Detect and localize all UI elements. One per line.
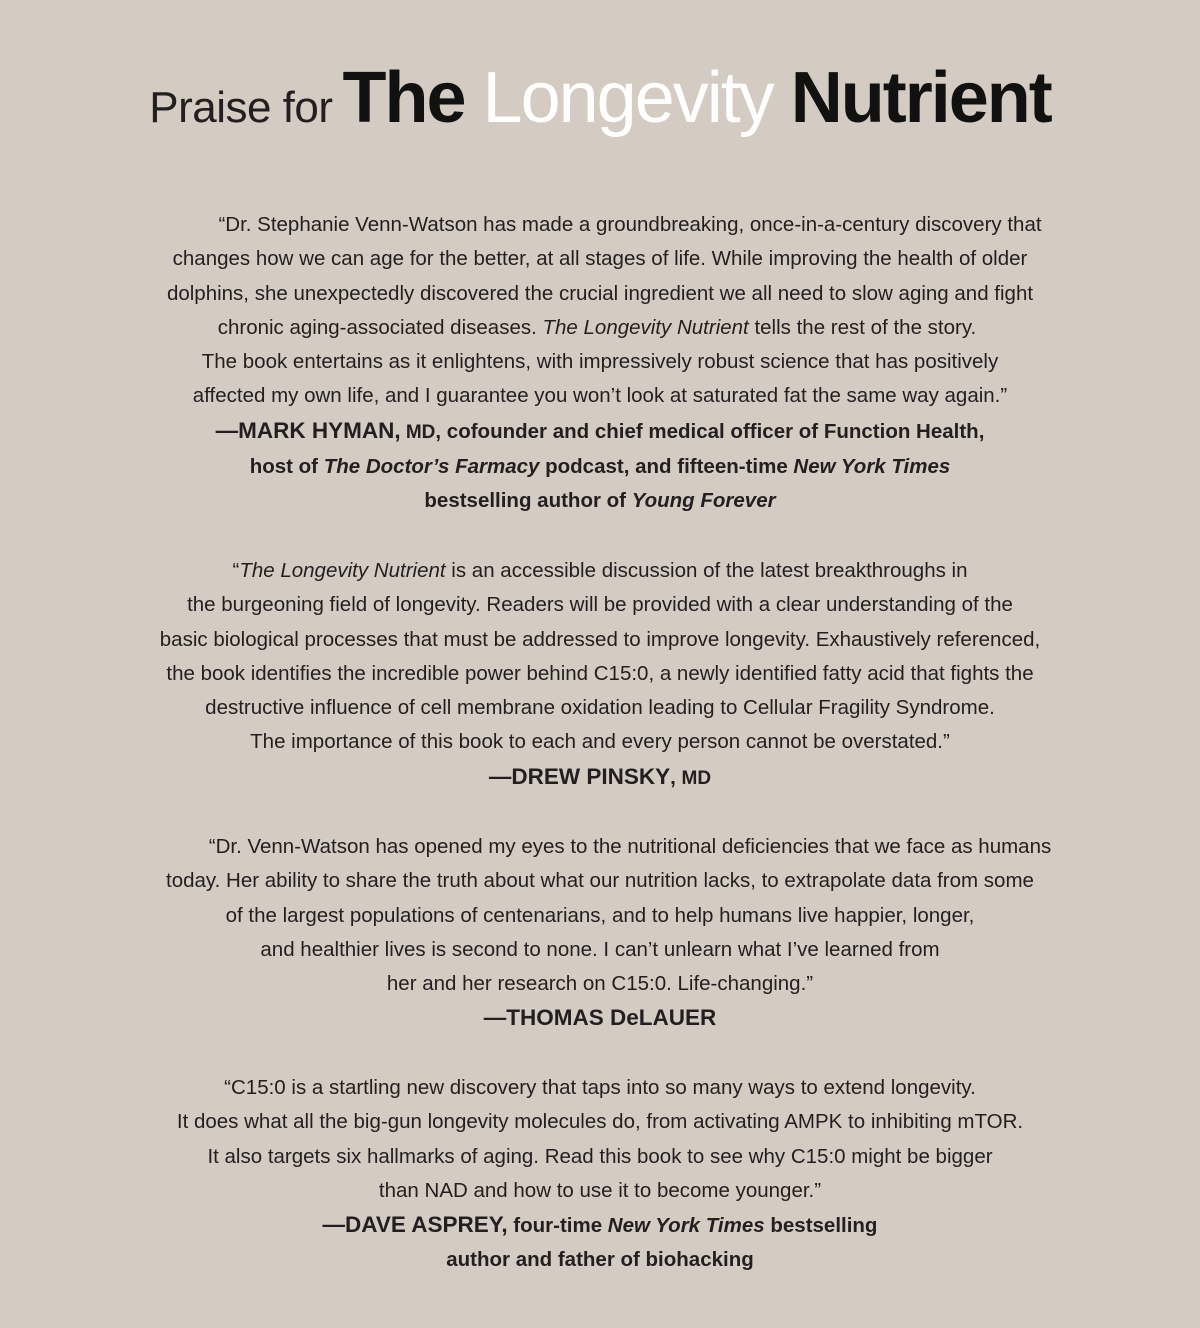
attribution — [100, 414, 1100, 450]
attribution — [100, 1208, 1100, 1243]
quote-line: today. Her ability to share the truth about what our nutrition lacks, to extrapolate data from some — [166, 869, 1034, 893]
page-title — [0, 58, 1200, 138]
quote-text: tells the rest of the story. — [748, 315, 977, 339]
attribution-name: —DREW PINSKY — [488, 763, 671, 789]
publication-title: New York Times — [607, 1214, 765, 1238]
quote-line: dolphins, she unexpectedly discovered the crucial ingredient we all need to slow aging and fight — [166, 281, 1034, 305]
attribution-text: host of — [249, 455, 324, 479]
quote-line: her and her research on C15:0. Life-changing.” — [386, 972, 814, 996]
attribution-text: four-time — [507, 1214, 608, 1238]
attribution-credential: MD — [681, 767, 712, 789]
quote-line: It also targets six hallmarks of aging. Read this book to see why C15:0 might be bigger — [207, 1144, 993, 1168]
publication-title: New York Times — [793, 455, 951, 479]
attribution-credential: MD — [400, 421, 436, 443]
quote-line: and healthier lives is second to none. I can’t unlearn what I’ve learned from — [260, 937, 940, 961]
testimonial-hyman — [100, 208, 1100, 519]
attribution-text: bestselling author of — [424, 489, 632, 513]
title-longevity: Longevity — [482, 58, 773, 138]
title-nutrient: Nutrient — [790, 58, 1051, 138]
quote-line: the burgeoning field of longevity. Readers will be provided with a clear understanding of the — [187, 593, 1013, 617]
quote-line: than NAD and how to use it to become younger.” — [378, 1178, 822, 1202]
quote-text: chronic aging-associated diseases. — [217, 315, 543, 339]
book-title: The Longevity Nutrient — [542, 315, 749, 339]
quote-line — [100, 311, 1100, 345]
attribution-name: —DAVE ASPREY, — [322, 1212, 508, 1238]
title-the: The — [342, 58, 465, 138]
quote-line — [100, 554, 1100, 588]
quote-line: “Dr. Stephanie Venn-Watson has made a groundbreaking, once-in-a-century discovery that — [218, 213, 1042, 236]
attribution — [100, 1001, 1100, 1036]
quote-line: changes how we can age for the better, at all stages of life. While improving the health of older — [172, 247, 1028, 271]
quote-line: “Dr. Venn-Watson has opened my eyes to the nutritional deficiencies that we face as humans — [208, 835, 1052, 858]
quote-line: destructive influence of cell membrane oxidation leading to Cellular Fragility Syndrome. — [205, 696, 995, 720]
quote-line: affected my own life, and I guarantee you won’t look at saturated fat the same way again.” — [192, 384, 1008, 408]
quote-text: is an accessible discussion of the latest breakthroughs in — [445, 559, 968, 582]
attribution-name: —THOMAS DeLAUER — [483, 1005, 717, 1031]
attribution-text: bestselling — [764, 1214, 878, 1238]
testimonial-asprey — [100, 1071, 1100, 1278]
attribution: author and father of biohacking — [446, 1248, 754, 1272]
attribution — [100, 450, 1100, 484]
attribution — [100, 760, 1100, 796]
quote-line: the book identifies the incredible power behind C15:0, a newly identified fatty acid that fights the — [166, 661, 1034, 685]
quote-line: “C15:0 is a startling new discovery that taps into so many ways to extend longevity. — [224, 1076, 976, 1099]
testimonial-delauer — [100, 830, 1100, 1037]
attribution — [100, 484, 1100, 518]
book-title: The Longevity Nutrient — [239, 559, 446, 582]
attribution-text: podcast, and fifteen-time — [539, 455, 794, 479]
book-title: Young Forever — [631, 489, 776, 513]
attribution-name: —MARK HYMAN, — [215, 417, 401, 443]
podcast-title: The Doctor’s Farmacy — [323, 455, 540, 479]
quote-line: basic biological processes that must be addressed to improve longevity. Exhaustively referenced, — [159, 627, 1041, 651]
quote-line: The importance of this book to each and every person cannot be overstated.” — [250, 730, 950, 754]
quote-line: of the largest populations of centenarians, and to help humans live happier, longer, — [225, 903, 975, 927]
quote-line: The book entertains as it enlightens, with impressively robust science that has positively — [201, 350, 999, 374]
attribution-text: , — [670, 765, 682, 789]
title-praise-for: Praise for — [149, 83, 333, 132]
quote-text: “ — [232, 559, 240, 582]
attribution-text: , cofounder and chief medical officer of Function Health, — [435, 419, 985, 443]
testimonial-pinsky — [100, 554, 1100, 796]
quote-line: It does what all the big-gun longevity molecules do, from activating AMPK to inhibiting mTOR. — [176, 1110, 1024, 1134]
